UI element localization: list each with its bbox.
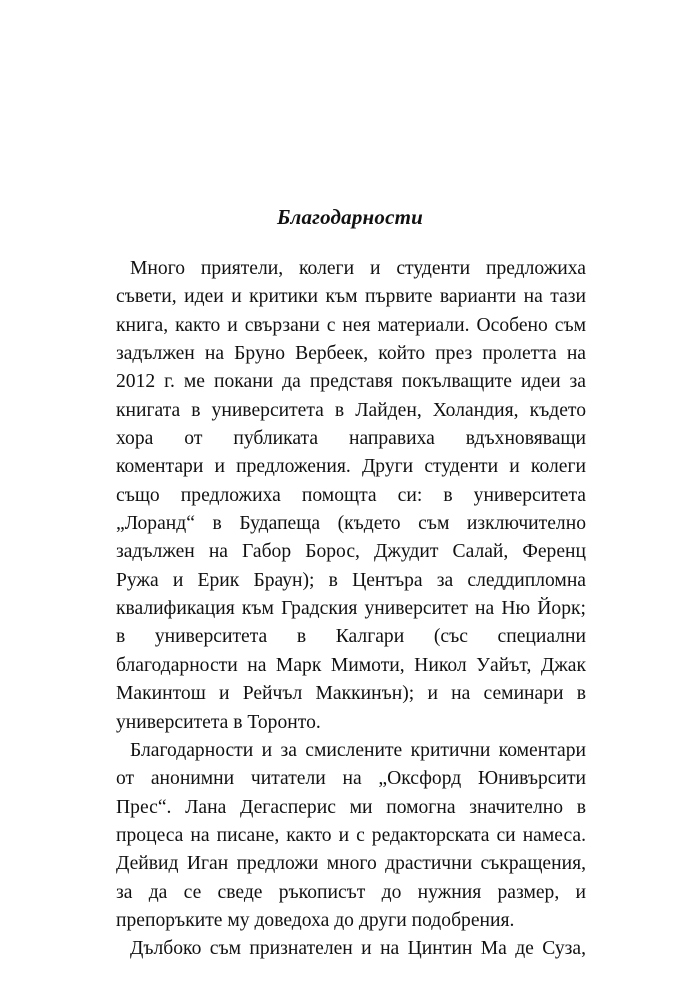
text-line: съвети, идеи и критики към първите варианти на тази (116, 286, 586, 308)
text-line: Дълбоко съм признателен и на Цинтин Ма де Суза, (130, 938, 586, 960)
text-line: Ружа и Ерик Браун); в Центъра за следдипломна (116, 569, 586, 591)
text-line: Много приятели, колеги и студенти предложиха (130, 258, 586, 279)
text-line: книга, както и свързани с нея материали. Особено съм (116, 314, 586, 336)
text-line: за да се сведе ръкописът до нужния размер, и (116, 881, 586, 903)
page-title: Благодарности (276, 205, 424, 229)
text-line: Макинтош и Рейчъл Маккинън); и на семинари в (116, 683, 586, 705)
text-line: квалификация към Градския университет на Ню Йорк; (116, 598, 586, 620)
acknowledgements-text (116, 255, 586, 964)
text-line: Благодарности и за смислените критични коментари (130, 739, 586, 761)
text-line: от анонимни читатели на „Оксфорд Юнивърсити (116, 768, 586, 790)
text-line: университета в Торонто. (116, 711, 321, 733)
text-line: процеса на писане, както и с редакторската си намеса. (116, 824, 586, 846)
text-line: хора от публиката направиха вдъхновяващи (116, 428, 586, 450)
text-line: коментари и предложения. Други студенти и колеги (116, 456, 586, 478)
text-line: също предложиха помощта си: в университета (116, 484, 586, 506)
text-line: „Лоранд“ в Будапеща (където съм изключително (116, 513, 586, 535)
text-line: в университета в Калгари (със специални (116, 626, 586, 648)
text-line: 2012 г. ме покани да представя покълващите идеи за (116, 371, 586, 393)
text-line: книгата в университета в Лайден, Холандия, където (116, 399, 586, 421)
text-line: благодарности на Марк Мимоти, Никол Уайът, Джак (116, 654, 586, 676)
text-line: Дейвид Иган предложи много драстични съкращения, (116, 853, 586, 875)
text-line: задължен на Габор Борос, Джудит Салай, Ференц (116, 541, 586, 563)
text-line: препоръките му доведоха до други подобрения. (116, 909, 515, 931)
text-line: задължен на Бруно Вербеек, който през пролетта на (116, 343, 586, 365)
text-line: Прес“. Лана Дегасперис ми помогна значително в (116, 796, 586, 818)
